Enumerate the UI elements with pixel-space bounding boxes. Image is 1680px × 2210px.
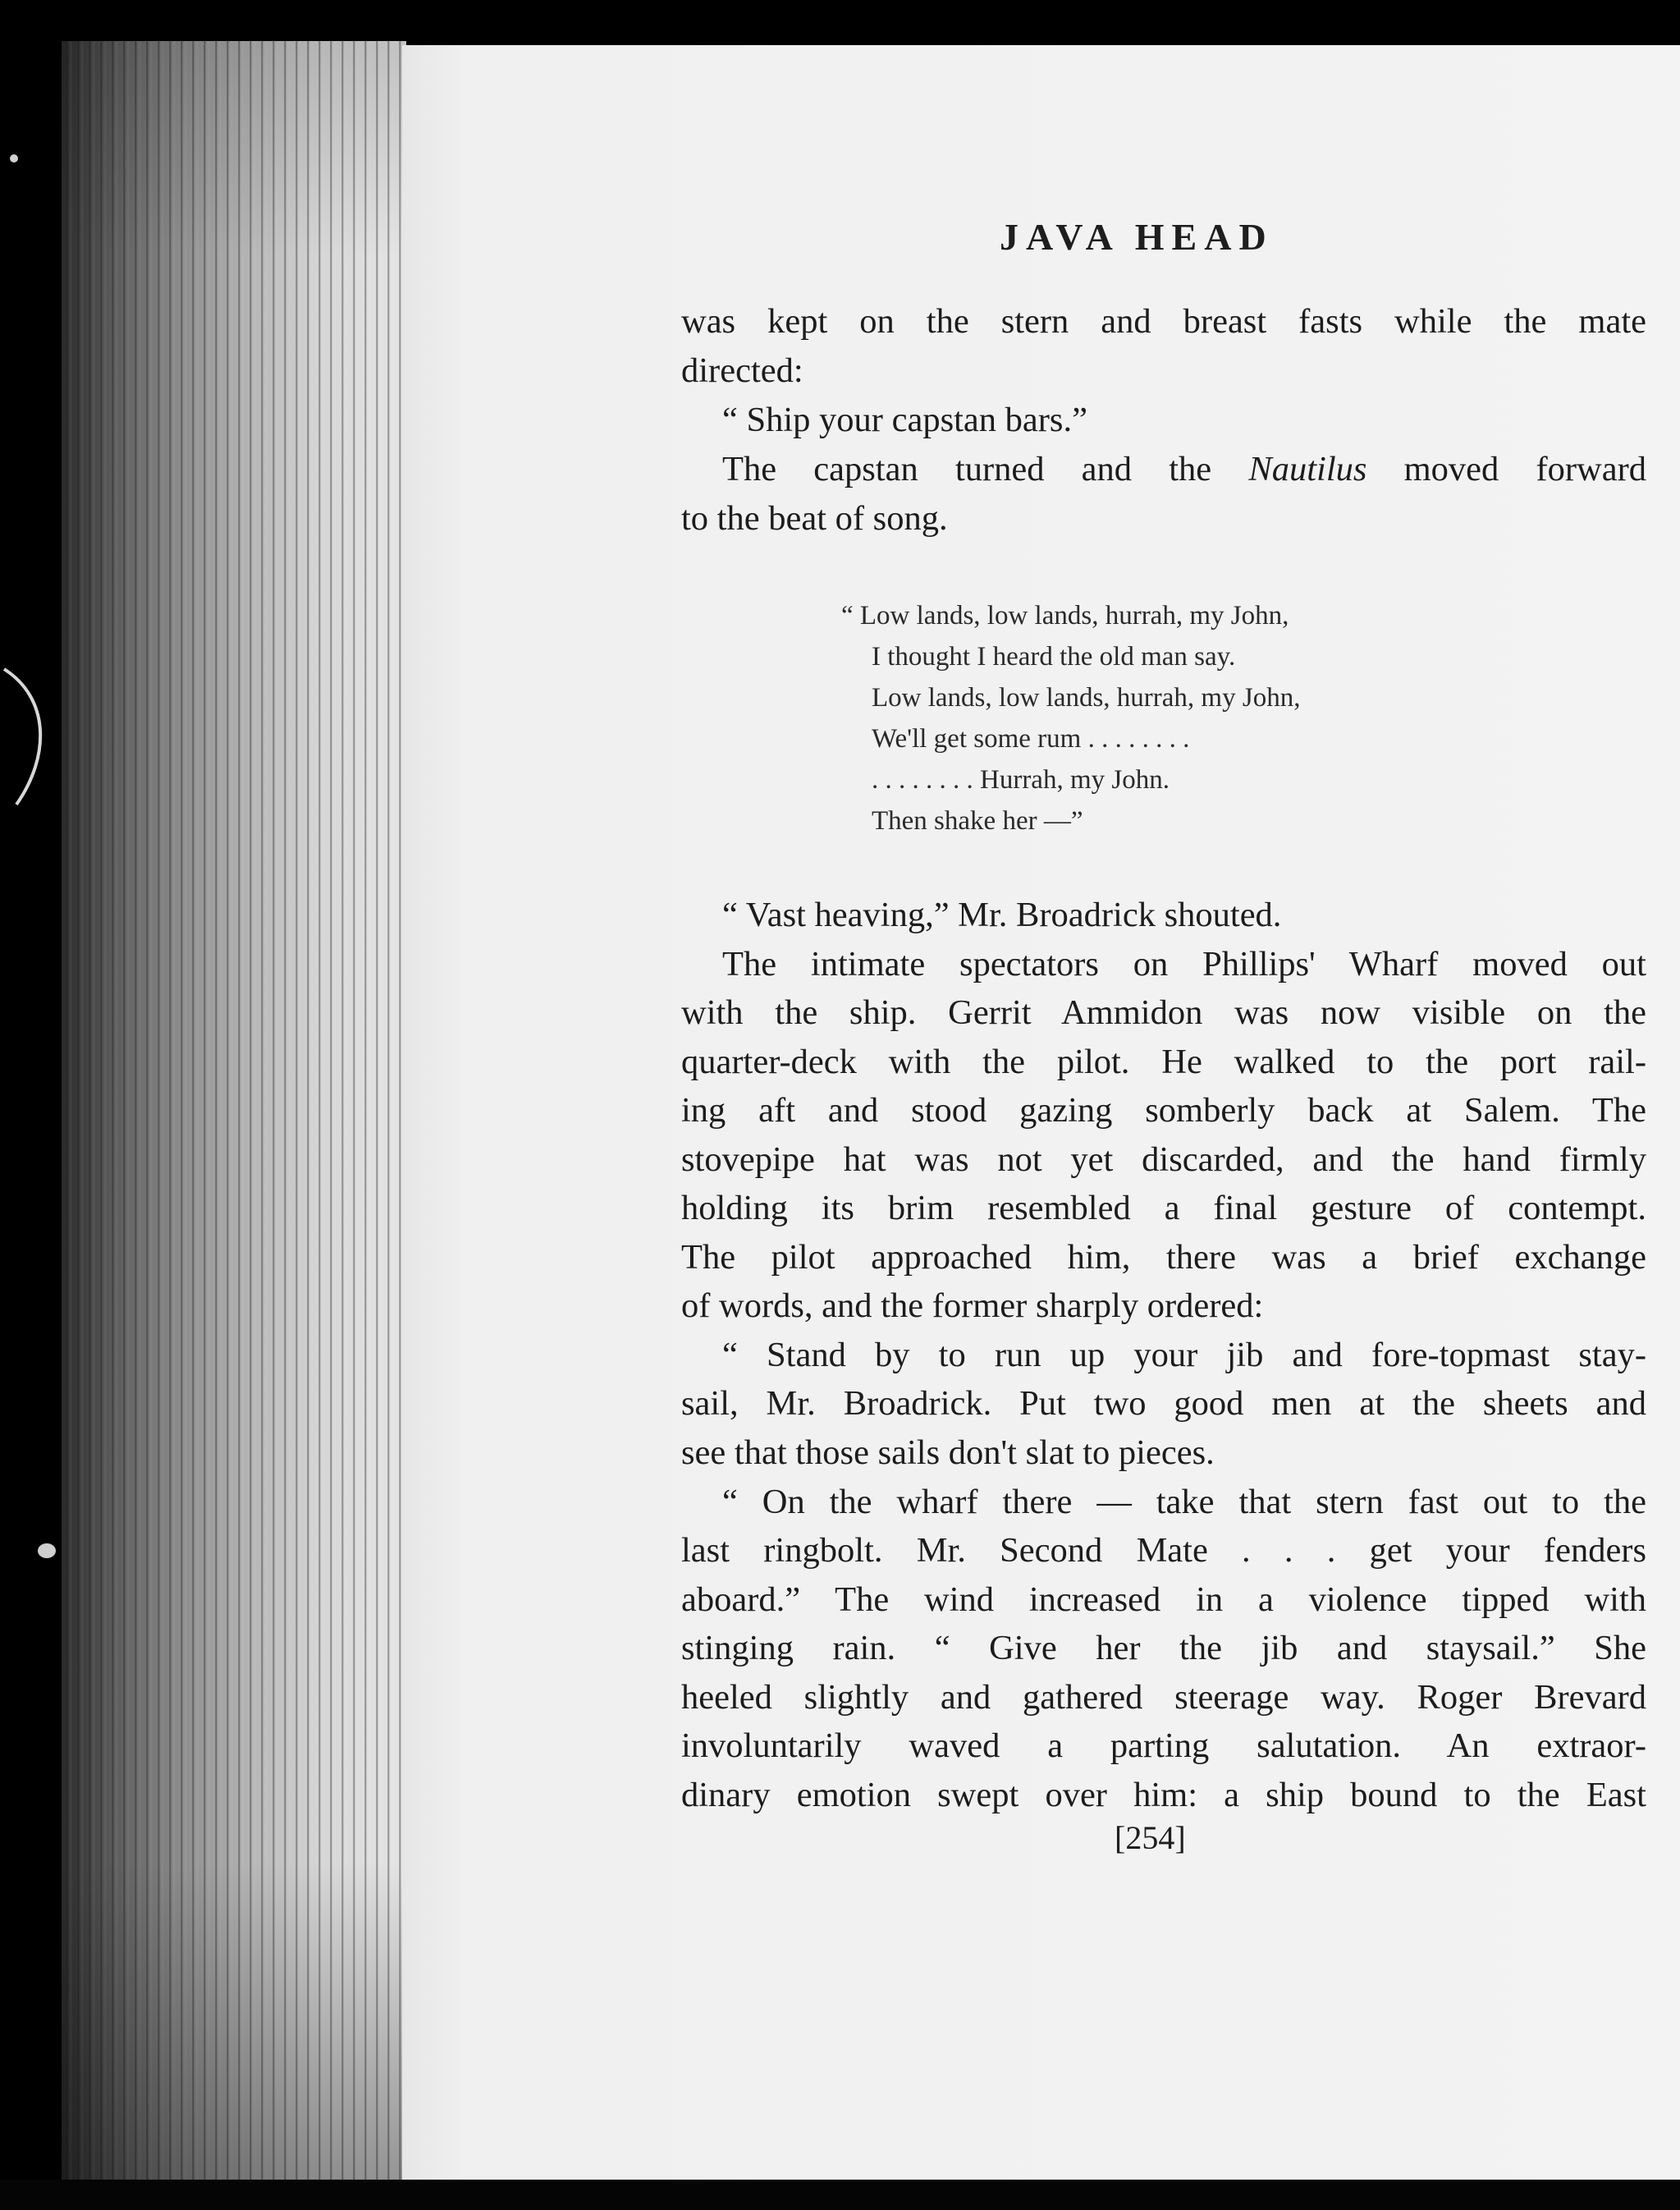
body-line: stinging rain. “ Give her the jib and staysail.” She [681,1629,1646,1667]
body-line: heeled slightly and gathered steerage way. Roger Brevard [681,1678,1646,1717]
body-line: quarter-deck with the pilot. He walked to the port rail- [681,1043,1646,1081]
ship-name: Nautilus [1248,450,1367,488]
binding-curve-mark [0,665,57,813]
page-edges-shade [62,41,406,2184]
body-line: stovepipe hat was not yet discarded, and the hand firmly [681,1140,1646,1179]
body-line: directed: [681,351,803,390]
margin-speck [38,1543,56,1558]
body-line: The intimate spectators on Phillips' Wharf moved out [722,945,1646,983]
page-number: [254] [1115,1819,1186,1856]
body-line-capstan [681,445,1646,494]
verse-line: Then shake her —” [872,806,1083,836]
verse-line: Low lands, low lands, hurrah, my John, [872,683,1301,713]
capstan-line-start: The capstan turned and the [722,450,1249,488]
body-line: last ringbolt. Mr. Second Mate . . . get your fenders [681,1531,1646,1570]
verse-line: I thought I heard the old man say. [872,642,1236,672]
verse-line: “ Low lands, low lands, hurrah, my John, [841,601,1289,630]
body-line: with the ship. Gerrit Ammidon was now visible on the [681,993,1646,1032]
body-line: was kept on the stern and breast fasts while the mate [681,302,1646,341]
running-head: JAVA HEAD [1000,216,1274,258]
verse-line: We'll get some rum . . . . . . . . [872,724,1190,754]
body-line: The pilot approached him, there was a brief exchange [681,1238,1646,1277]
margin-speck [10,154,18,163]
body-line: “ Ship your capstan bars.” [722,401,1087,439]
body-line: “ On the wharf there — take that stern fast out to the [722,1483,1646,1521]
body-line: “ Vast heaving,” Mr. Broadrick shouted. [722,896,1282,934]
body-line: involuntarily waved a parting salutation. An extraor- [681,1726,1646,1765]
body-line: “ Stand by to run up your jib and fore-topmast stay- [722,1336,1646,1374]
body-line: aboard.” The wind increased in a violence tipped with [681,1580,1646,1619]
capstan-line-end: moved forward [1366,450,1647,488]
body-line: holding its brim resembled a final gesture of contempt. [681,1189,1646,1227]
body-line: dinary emotion swept over him: a ship bound to the East [681,1776,1646,1814]
body-line: of words, and the former sharply ordered: [681,1286,1264,1325]
body-line: to the beat of song. [681,499,948,538]
body-line: see that those sails don't slat to pieces. [681,1433,1215,1472]
scan-bottom-border [0,2180,1680,2210]
verse-line: . . . . . . . . Hurrah, my John. [872,765,1170,795]
body-line: ing aft and stood gazing somberly back at Salem. The [681,1091,1646,1130]
body-line: sail, Mr. Broadrick. Put two good men at the sheets and [681,1384,1646,1423]
